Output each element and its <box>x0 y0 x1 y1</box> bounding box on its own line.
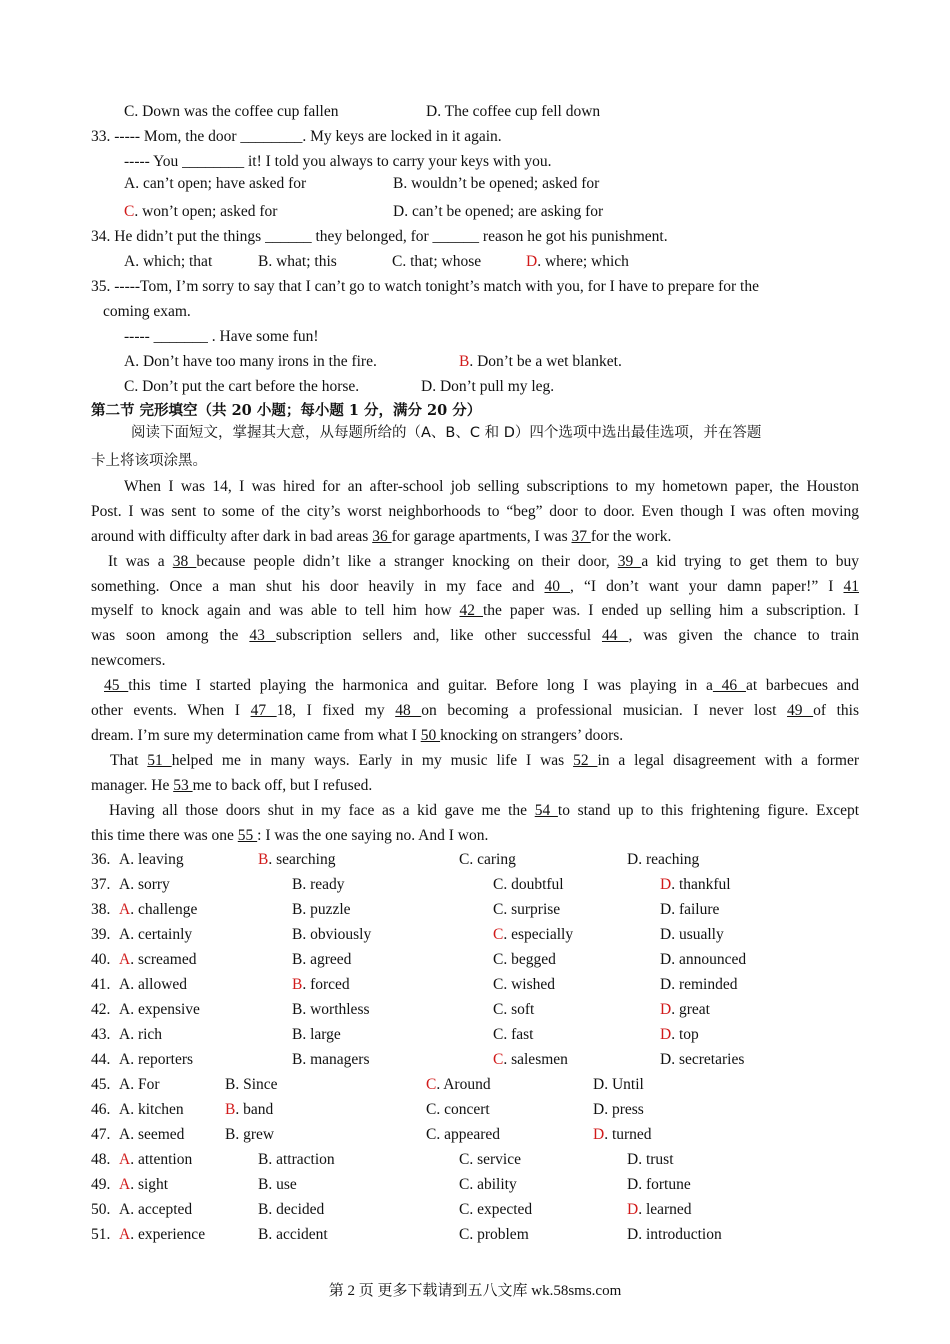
option-b: B. use <box>258 1175 297 1193</box>
blank-49: 49 <box>787 702 814 719</box>
option-letter: B <box>258 1150 269 1168</box>
passage-line: newcomers. <box>91 652 166 669</box>
option-d: D. learned <box>627 1200 692 1218</box>
option-c: C. soft <box>493 1000 535 1018</box>
option-number: 36. <box>91 851 111 868</box>
passage-line: It was a 38 because people didn’t like a stranger knocking on their door, 39 a kid trying to get them to buy <box>108 553 860 570</box>
section-instructions: 阅读下面短文，掌握其大意，从每题所给的（A、B、C 和 D）四个选项中选出最佳选项，并在答题 <box>131 425 762 441</box>
q33-option-a: A. can’t open; have asked for <box>124 175 307 192</box>
passage-line: around with difficulty after dark in bad areas 36 for garage apartments, I was 37 for the work. <box>91 528 672 545</box>
option-letter: C <box>426 1075 437 1093</box>
answer-letter: B <box>459 353 470 370</box>
option-number: 38. <box>91 900 111 918</box>
option-d: D. secretaries <box>660 1050 745 1068</box>
option-letter: D <box>627 851 639 868</box>
option-d: D. trust <box>627 1150 674 1168</box>
option-number: 50. <box>91 1200 111 1218</box>
option-letter: D <box>660 950 672 968</box>
option-b: B. obviously <box>292 925 372 943</box>
option-letter: A <box>119 875 131 893</box>
option-a: A. leaving <box>119 851 184 868</box>
option-c: C. surprise <box>493 900 561 918</box>
option-letter: C <box>459 1150 470 1168</box>
option-b: B. forced <box>292 975 350 993</box>
q35-option-b: B. Don’t be a wet blanket. <box>459 353 622 370</box>
option-letter: C <box>493 1025 504 1043</box>
option-a: A. reporters <box>119 1050 194 1068</box>
passage-line: dream. I’m sure my determination came from what I 50 knocking on strangers’ doors. <box>91 727 624 744</box>
option-number: 49. <box>91 1175 111 1193</box>
option-letter: D <box>593 1075 605 1093</box>
q33-option-d: D. can’t be opened; are asking for <box>393 203 604 220</box>
q35-option-a: A. Don’t have too many irons in the fire. <box>124 353 377 370</box>
option-letter: A <box>119 1225 131 1243</box>
q33-stem: 33. ----- Mom, the door ________. My keys are locked in it again. <box>91 128 502 145</box>
option-letter: C <box>493 900 504 918</box>
option-letter: A <box>119 1125 131 1143</box>
option-c: C. wished <box>493 975 556 993</box>
passage-line: other events. When I 47 18, I fixed my 48 on becoming a professional musician. I never lost 49 of this <box>91 702 860 719</box>
option-number: 47. <box>91 1125 111 1143</box>
q34-stem: 34. He didn’t put the things ______ they belonged, for ______ reason he got his punishment. <box>91 228 668 245</box>
option-letter: D <box>660 1000 672 1018</box>
option-letter: C <box>493 1050 504 1068</box>
option-letter: B <box>258 1175 269 1193</box>
blank-45: 45 <box>104 677 129 694</box>
option-letter: C <box>493 875 504 893</box>
option-b: B. large <box>292 1025 341 1043</box>
option-letter: C <box>459 1175 470 1193</box>
option-d: D. usually <box>660 925 724 943</box>
option-letter: A <box>119 1150 131 1168</box>
option-letter: A <box>119 1100 131 1118</box>
option-letter: C <box>493 925 504 943</box>
option-letter: D <box>660 975 672 993</box>
q34-option-d: D. where; which <box>526 253 629 270</box>
option-d: D. reminded <box>660 975 738 993</box>
blank-42: 42 <box>459 602 483 619</box>
option-c: C. expected <box>459 1200 533 1218</box>
option-a: A. expensive <box>119 1000 200 1018</box>
option-d: D. reaching <box>627 851 700 868</box>
page-footer: 第 2 页 更多下载请到五八文库 wk.58sms.com <box>328 1283 622 1299</box>
blank-41: 41 <box>843 578 859 595</box>
option-c: C. doubtful <box>493 875 564 893</box>
q33-stem-reply: ----- You ________ it! I told you always to carry your keys with you. <box>124 153 552 170</box>
option-letter: D <box>660 900 672 918</box>
option-d: D. introduction <box>627 1225 722 1243</box>
option-c: C. Around <box>426 1075 491 1093</box>
option-a: A. kitchen <box>119 1100 184 1118</box>
passage-line: this time there was one 55 : I was the one saying no. And I won. <box>91 827 489 844</box>
option-b: B. managers <box>292 1050 370 1068</box>
option-b: B. Since <box>225 1075 278 1093</box>
option-letter: C <box>493 950 504 968</box>
option-c: C. fast <box>493 1025 534 1043</box>
option-letter: D <box>660 875 672 893</box>
option-letter: C <box>426 1125 437 1143</box>
blank-53: 53 <box>173 777 193 794</box>
option-letter: B <box>225 1100 236 1118</box>
q33-option-c: C. won’t open; asked for <box>124 203 278 220</box>
blank-47: 47 <box>250 702 277 719</box>
option-letter: A <box>119 1050 131 1068</box>
option-d: D. fortune <box>627 1175 691 1193</box>
option-letter: D <box>660 925 672 943</box>
q35-option-c: C. Don’t put the cart before the horse. <box>124 378 360 395</box>
option-letter: C <box>459 851 470 868</box>
option-a: A. accepted <box>119 1200 193 1218</box>
option-number: 41. <box>91 975 111 993</box>
q35-option-d: D. Don’t pull my leg. <box>421 378 555 395</box>
option-letter: A <box>119 1075 131 1093</box>
option-letter: B <box>292 1050 303 1068</box>
option-c: C. service <box>459 1150 521 1168</box>
section-header: 第二节 完形填空（共 20 小题；每小题 1 分，满分 20 分） <box>91 402 482 419</box>
option-d: D. top <box>660 1025 699 1043</box>
option-letter: B <box>292 1025 303 1043</box>
option-a: A. allowed <box>119 975 188 993</box>
option-letter: A <box>119 1025 131 1043</box>
option-letter: C <box>459 1200 470 1218</box>
blank-39: 39 <box>617 553 642 570</box>
option-letter: A <box>119 925 131 943</box>
option-letter: B <box>258 1200 269 1218</box>
q34-option-c: C. that; whose <box>392 253 482 270</box>
blank-48: 48 <box>395 702 422 719</box>
option-number: 43. <box>91 1025 111 1043</box>
blank-38: 38 <box>172 553 197 570</box>
option-number: 37. <box>91 875 111 893</box>
option-b: B. band <box>225 1100 274 1118</box>
option-letter: B <box>225 1075 236 1093</box>
option-d: D. great <box>660 1000 710 1018</box>
passage-line: That 51 helped me in many ways. Early in my music life I was 52 in a legal disagreement with a former <box>110 752 860 769</box>
option-letter: B <box>292 925 303 943</box>
option-c: C. caring <box>459 851 516 868</box>
option-letter: B <box>225 1125 236 1143</box>
q32-option-d: D. The coffee cup fell down <box>426 103 601 120</box>
passage-line: Post. I was sent to some of the city’s worst neighborhoods to “beg” door to door. Even though I was often moving <box>91 503 859 520</box>
passage-line: was soon among the 43 subscription sellers and, like other successful 44 , was given the chance to train <box>91 627 860 644</box>
option-a: A. challenge <box>119 900 198 918</box>
option-letter: C <box>426 1100 437 1118</box>
option-number: 39. <box>91 925 111 943</box>
blank-37: 37 <box>571 528 591 545</box>
q35-stem-reply: ----- _______ . Have some fun! <box>124 328 319 345</box>
option-a: A. seemed <box>119 1125 185 1143</box>
passage-line: 45 this time I started playing the harmonica and guitar. Before long I was playing in a 46 at barbecues and <box>104 677 860 694</box>
option-b: B. grew <box>225 1125 275 1143</box>
option-number: 46. <box>91 1100 111 1118</box>
option-d: D. turned <box>593 1125 652 1143</box>
option-c: C. especially <box>493 925 574 943</box>
blank-46: 46 <box>712 677 746 694</box>
blank-52: 52 <box>573 752 598 769</box>
option-letter: D <box>593 1100 605 1118</box>
option-letter: B <box>292 1000 303 1018</box>
passage-line: Having all those doors shut in my face as a kid gave me the 54 to stand up to this frightening figure. Except <box>109 802 860 819</box>
option-letter: A <box>119 1175 131 1193</box>
answer-letter: D <box>526 253 538 270</box>
option-number: 51. <box>91 1225 111 1243</box>
option-b: B. puzzle <box>292 900 351 918</box>
option-letter: D <box>627 1200 639 1218</box>
option-letter: B <box>292 975 303 993</box>
passage-line: myself to knock again and was able to tell him how 42 the paper was. I ended up selling him a subscription. I <box>91 602 860 619</box>
option-a: A. screamed <box>119 950 197 968</box>
option-letter: D <box>593 1125 605 1143</box>
option-d: D. failure <box>660 900 720 918</box>
option-a: A. experience <box>119 1225 206 1243</box>
blank-36: 36 <box>372 528 392 545</box>
q32-option-c: C. Down was the coffee cup fallen <box>124 103 339 120</box>
option-d: D. Until <box>593 1075 644 1093</box>
option-letter: D <box>660 1025 672 1043</box>
blank-51: 51 <box>147 752 172 769</box>
option-letter: D <box>627 1225 639 1243</box>
option-c: C. problem <box>459 1225 529 1243</box>
option-letter: C <box>493 1000 504 1018</box>
option-letter: A <box>119 851 131 868</box>
option-b: B. decided <box>258 1200 325 1218</box>
q34-option-a: A. which; that <box>124 253 213 270</box>
option-letter: A <box>119 900 131 918</box>
option-number: 40. <box>91 950 111 968</box>
option-c: C. ability <box>459 1175 517 1193</box>
option-a: A. For <box>119 1075 160 1093</box>
option-letter: A <box>119 1200 131 1218</box>
option-letter: D <box>627 1150 639 1168</box>
option-letter: B <box>258 1225 269 1243</box>
blank-50: 50 <box>420 727 441 744</box>
passage-line: When I was 14, I was hired for an after-school job selling subscriptions to my hometown paper, the Houston <box>124 478 859 495</box>
option-letter: A <box>119 1000 131 1018</box>
option-b: B. searching <box>258 851 336 868</box>
option-c: C. concert <box>426 1100 490 1118</box>
blank-55: 55 <box>237 827 258 844</box>
q35-stem-cont: coming exam. <box>103 303 191 320</box>
blank-40: 40 <box>544 578 571 595</box>
option-a: A. sight <box>119 1175 169 1193</box>
option-letter: A <box>119 975 131 993</box>
option-b: B. ready <box>292 875 345 893</box>
passage-line: manager. He 53 me to back off, but I refused. <box>91 777 373 794</box>
option-b: B. attraction <box>258 1150 335 1168</box>
blank-43: 43 <box>249 627 276 644</box>
option-a: A. attention <box>119 1150 193 1168</box>
option-b: B. agreed <box>292 950 352 968</box>
option-c: C. appeared <box>426 1125 501 1143</box>
q33-option-b: B. wouldn’t be opened; asked for <box>393 175 600 192</box>
option-a: A. sorry <box>119 875 170 893</box>
option-letter: B <box>292 900 303 918</box>
option-b: B. worthless <box>292 1000 370 1018</box>
option-letter: C <box>459 1225 470 1243</box>
q34-option-b: B. what; this <box>258 253 337 270</box>
option-letter: C <box>493 975 504 993</box>
option-number: 48. <box>91 1150 111 1168</box>
option-letter: A <box>119 950 131 968</box>
option-b: B. accident <box>258 1225 328 1243</box>
blank-44: 44 <box>601 627 629 644</box>
q35-stem: 35. -----Tom, I’m sorry to say that I can’t go to watch tonight’s match with you, for I have to prepare for the <box>91 278 759 295</box>
option-d: D. announced <box>660 950 747 968</box>
option-number: 42. <box>91 1000 111 1018</box>
option-number: 44. <box>91 1050 111 1068</box>
blank-54: 54 <box>534 802 558 819</box>
option-a: A. rich <box>119 1025 163 1043</box>
option-c: C. salesmen <box>493 1050 568 1068</box>
section-instructions-cont: 卡上将该项涂黑。 <box>91 453 207 469</box>
answer-letter: C <box>124 203 135 220</box>
passage-line: something. Once a man shut his door heavily in my face and 40 , “I don’t want your damn paper!” I 41 <box>91 578 859 595</box>
option-letter: B <box>258 851 269 868</box>
option-c: C. begged <box>493 950 556 968</box>
option-letter: B <box>292 875 303 893</box>
option-number: 45. <box>91 1075 111 1093</box>
option-letter: D <box>627 1175 639 1193</box>
option-letter: B <box>292 950 303 968</box>
option-a: A. certainly <box>119 925 193 943</box>
option-letter: D <box>660 1050 672 1068</box>
option-d: D. press <box>593 1100 644 1118</box>
option-d: D. thankful <box>660 875 731 893</box>
